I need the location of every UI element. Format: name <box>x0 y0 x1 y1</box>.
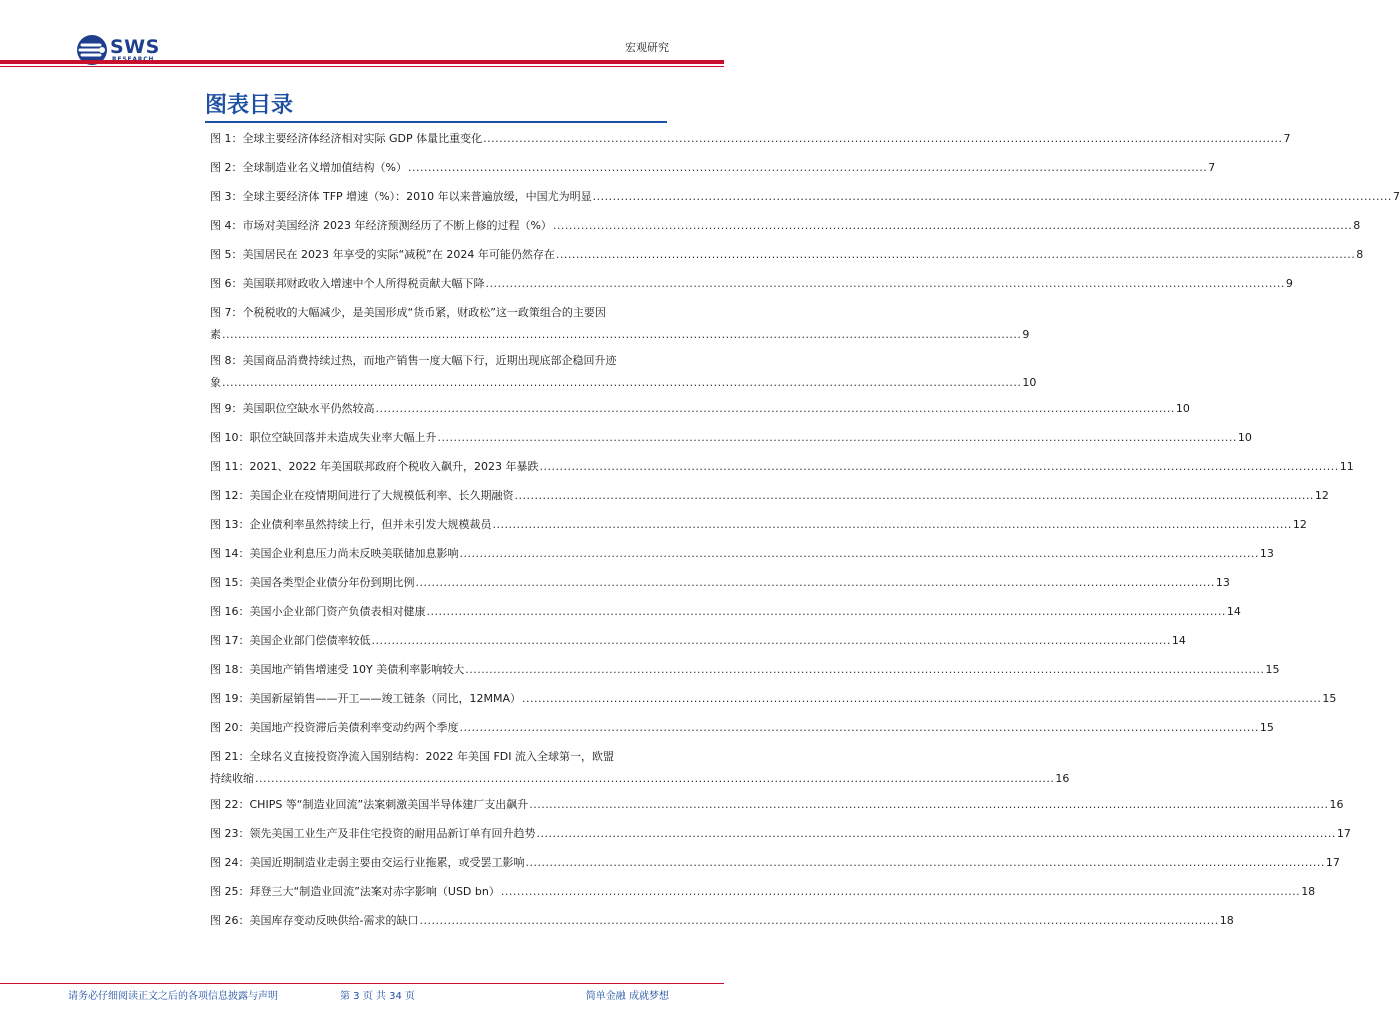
toc-entry-label: 图 26：美国库存变动反映供给-需求的缺口 <box>210 914 419 927</box>
section-label: 宏观研究 <box>625 41 669 54</box>
toc-entry[interactable] <box>210 157 1216 179</box>
toc-leader-dots: ........................................................................................................................................................................................................ <box>514 489 1314 502</box>
toc-leader-dots: ........................................................................................................................................................................................................ <box>415 576 1215 589</box>
toc-leader-dots: ........................................................................................................................................................................................................ <box>437 431 1237 444</box>
toc-entry[interactable] <box>210 910 1234 932</box>
toc-leader-dots: ........................................................................................................................................................................................................ <box>485 277 1285 290</box>
toc-entry-label: 图 8：美国商品消费持续过热，而地产销售一度大幅下行，近期出现底部企稳回升迹 <box>210 354 617 367</box>
toc-entry-label: 图 14：美国企业利息压力尚未反映美联储加息影响 <box>210 547 459 560</box>
toc-entry-label: 图 12：美国企业在疫情期间进行了大规模低利率、长久期融资 <box>210 489 514 502</box>
toc-entry[interactable] <box>210 273 1293 295</box>
toc-entry-label: 图 19：美国新屋销售——开工——竣工链条（同比，12MMA） <box>210 692 521 705</box>
toc-entry[interactable] <box>210 244 1364 266</box>
toc-entry-label: 图 7：个税税收的大幅减少，是美国形成“货币紧，财政松”这一政策组合的主要因 <box>210 306 606 319</box>
toc-page-number: 17 <box>1325 856 1340 869</box>
toc-entry-label: 图 9：美国职位空缺水平仍然较高 <box>210 402 375 415</box>
toc-leader-dots: ........................................................................................................................................................................................................ <box>459 721 1259 734</box>
toc-entry[interactable] <box>210 659 1280 681</box>
toc-entry[interactable] <box>210 823 1351 845</box>
toc-page-number: 13 <box>1259 547 1274 560</box>
toc-entry-label: 图 15：美国各类型企业债分年份到期比例 <box>210 576 415 589</box>
toc-entry[interactable] <box>210 746 1070 790</box>
toc-leader-dots: ........................................................................................................................................................................................................ <box>522 692 1322 705</box>
toc-entry-label: 图 11：2021、2022 年美国联邦政府个税收入飙升，2023 年暴跌 <box>210 460 539 473</box>
toc-entry-label: 图 16：美国小企业部门资产负债表相对健康 <box>210 605 426 618</box>
toc-entry[interactable] <box>210 630 1186 652</box>
toc-leader-dots: ........................................................................................................................................................................................................ <box>555 248 1356 261</box>
toc-page-number: 9 <box>1022 328 1030 341</box>
toc-leader-dots: ........................................................................................................................................................................................................ <box>407 161 1208 174</box>
toc-leader-dots: ........................................................................................................................................................................................................ <box>539 460 1339 473</box>
toc-page-number: 12 <box>1292 518 1307 531</box>
toc-leader-dots: ........................................................................................................................................................................................................ <box>465 663 1265 676</box>
toc-page-number: 15 <box>1265 663 1280 676</box>
toc-entry[interactable] <box>210 398 1190 420</box>
toc-page-number: 9 <box>1285 277 1293 290</box>
toc-entry-label: 图 2：全球制造业名义增加值结构（%） <box>210 161 407 174</box>
header-red-bar <box>0 60 724 64</box>
toc-page-number: 10 <box>1022 376 1037 389</box>
toc-leader-dots: ........................................................................................................................................................................................................ <box>222 328 1022 341</box>
toc-page-number: 10 <box>1175 402 1190 415</box>
toc-page-number: 14 <box>1226 605 1241 618</box>
toc-leader-dots: ........................................................................................................................................................................................................ <box>459 547 1259 560</box>
footer-slogan: 简单金融 成就梦想 <box>585 991 669 1002</box>
toc-entry[interactable] <box>210 852 1340 874</box>
toc-leader-dots: ........................................................................................................................................................................................................ <box>552 219 1353 232</box>
toc-page-number: 18 <box>1219 914 1234 927</box>
footer-rule <box>0 983 724 984</box>
toc-entry[interactable] <box>210 456 1354 478</box>
toc-entry-label: 图 1：全球主要经济体经济相对实际 GDP 体量比重变化 <box>210 132 483 145</box>
toc-page-number: 11 <box>1339 460 1354 473</box>
toc-entry[interactable] <box>210 302 1030 346</box>
footer-page-info: 第 3 页 共 34 页 <box>340 991 415 1002</box>
toc-title: 图表目录 <box>205 93 294 118</box>
toc-leader-dots: ........................................................................................................................................................................................................ <box>492 518 1292 531</box>
toc-page-number: 15 <box>1322 692 1337 705</box>
toc-page-number: 16 <box>1055 772 1070 785</box>
toc-leader-dots: ........................................................................................................................................................................................................ <box>419 914 1219 927</box>
toc-leader-dots: ........................................................................................................................................................................................................ <box>592 190 1392 203</box>
toc-entry-label-continued: 素 <box>210 328 221 341</box>
toc-entry-label: 图 20：美国地产投资滞后美债利率变动约两个季度 <box>210 721 459 734</box>
toc-leader-dots: ........................................................................................................................................................................................................ <box>525 856 1325 869</box>
toc-entry[interactable] <box>210 543 1274 565</box>
toc-entry[interactable] <box>210 186 1400 208</box>
toc-page-number: 7 <box>1392 190 1400 203</box>
toc-entry[interactable] <box>210 128 1291 150</box>
toc-entry-label: 图 18：美国地产销售增速受 10Y 美债利率影响较大 <box>210 663 465 676</box>
toc-page-number: 10 <box>1237 431 1252 444</box>
page-header <box>0 0 724 70</box>
toc-entry-label: 图 21：全球名义直接投资净流入国别结构：2022 年美国 FDI 流入全球第一，欧盟 <box>210 750 615 763</box>
toc-page-number: 13 <box>1215 576 1230 589</box>
footer-disclaimer: 请务必仔细阅读正文之后的各项信息披露与声明 <box>68 991 278 1002</box>
toc-page-number: 14 <box>1171 634 1186 647</box>
toc-entry-label: 图 6：美国联邦财政收入增速中个人所得税贡献大幅下降 <box>210 277 485 290</box>
toc-entry[interactable] <box>210 427 1252 449</box>
toc-entry[interactable] <box>210 794 1344 816</box>
toc-page-number: 12 <box>1314 489 1329 502</box>
toc-entry-label: 图 3：全球主要经济体 TFP 增速（%）：2010 年以来普遍放缓，中国尤为明显 <box>210 190 592 203</box>
toc-leader-dots: ........................................................................................................................................................................................................ <box>375 402 1175 415</box>
toc-entry-label-continued: 持续收缩 <box>210 772 254 785</box>
toc-leader-dots: ........................................................................................................................................................................................................ <box>255 772 1055 785</box>
toc-entry[interactable] <box>210 514 1307 536</box>
toc-entry-label: 图 25：拜登三大“制造业回流”法案对赤字影响（USD bn） <box>210 885 500 898</box>
toc-leader-dots: ........................................................................................................................................................................................................ <box>371 634 1171 647</box>
toc-entry-label: 图 4：市场对美国经济 2023 年经济预测经历了不断上修的过程（%） <box>210 219 552 232</box>
toc-leader-dots: ........................................................................................................................................................................................................ <box>536 827 1336 840</box>
toc-entry-label: 图 22：CHIPS 等“制造业回流”法案刺激美国半导体建厂支出飙升 <box>210 798 529 811</box>
toc-entry-label: 图 13：企业债利率虽然持续上行，但并未引发大规模裁员 <box>210 518 492 531</box>
toc-page-number: 15 <box>1259 721 1274 734</box>
toc-entry-label: 图 10：职位空缺回落并未造成失业率大幅上升 <box>210 431 437 444</box>
toc-entry-label: 图 17：美国企业部门偿债率较低 <box>210 634 371 647</box>
toc-leader-dots: ........................................................................................................................................................................................................ <box>529 798 1329 811</box>
toc-entry[interactable] <box>210 601 1241 623</box>
toc-leader-dots: ........................................................................................................................................................................................................ <box>222 376 1022 389</box>
title-rule <box>205 121 667 123</box>
toc-page-number: 17 <box>1336 827 1351 840</box>
toc-entry[interactable] <box>210 350 1037 394</box>
toc-page-number: 8 <box>1356 248 1364 261</box>
toc-entry[interactable] <box>210 688 1337 710</box>
toc-leader-dots: ........................................................................................................................................................................................................ <box>500 885 1301 898</box>
toc-page-number: 16 <box>1329 798 1344 811</box>
toc-entry-label: 图 5：美国居民在 2023 年享受的实际“减税”在 2024 年可能仍然存在 <box>210 248 555 261</box>
header-red-line <box>0 66 724 67</box>
toc-page-number: 7 <box>1208 161 1216 174</box>
logo-text: SWS <box>110 36 160 58</box>
toc-leader-dots: ........................................................................................................................................................................................................ <box>483 132 1283 145</box>
toc-entry-label: 图 23：领先美国工业生产及非住宅投资的耐用品新订单有回升趋势 <box>210 827 536 840</box>
toc-entry[interactable] <box>210 485 1329 507</box>
toc-entry-label: 图 24：美国近期制造业走弱主要由交运行业拖累，或受罢工影响 <box>210 856 525 869</box>
toc-entry[interactable] <box>210 572 1230 594</box>
toc-leader-dots: ........................................................................................................................................................................................................ <box>426 605 1226 618</box>
toc-page-number: 18 <box>1301 885 1316 898</box>
toc-entry[interactable] <box>210 717 1274 739</box>
toc-entry[interactable] <box>210 881 1316 903</box>
toc-entry-label-continued: 象 <box>210 376 221 389</box>
toc-page-number: 7 <box>1283 132 1291 145</box>
toc-page-number: 8 <box>1353 219 1361 232</box>
toc-entry[interactable] <box>210 215 1361 237</box>
